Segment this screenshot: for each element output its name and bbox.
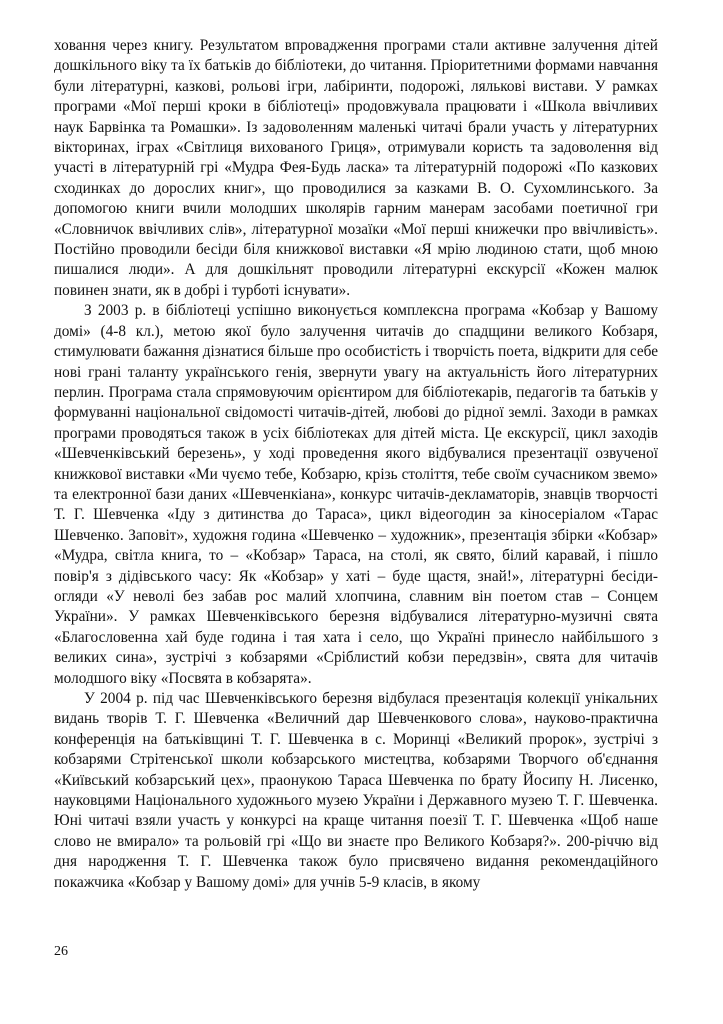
paragraph-kobzar-program-2003: З 2003 р. в бібліотеці успішно виконується комплексна програма «Кобзар у Вашому домі» (4-8 кл.), метою якої було залучення читачів до спадщини великого Кобзаря, стимулювати бажання дізнатися більше про особистість і творчість поета, відкрити для себе нові грані таланту українського генія, звернути увагу на актуальність його літературних перлин. Програма стала спрямовуючим орієнтиром для бібліотекарів, педагогів та батьків у формуванні національної свідомості читачів-дітей, любові до рідної землі. Заходи в рамках програми проводяться також в усіх бібліотеках для дітей міста. Це екскурсії, цикл заходів «Шевченківський березень», у ході проведення якого відбувалися презентації озвученої книжкової виставки «Ми чуємо тебе, Кобзарю, крізь століття, тебе своїм сучасником звемо» та електронної бази даних «Шевченкіана», конкурс читачів-декламаторів, знавців творчості Т. Г. Шевченка «Іду з дитинства до Тараса», цикл відеогодин за кіносеріалом «Тарас Шевченко. Заповіт», художня година «Шевченко – художник», презентація збірки «Кобзар» «Мудра, світла книга, то – «Кобзар» Тараса, на столі, як свято, білий каравай, і пішло повір'я з дідівського часу: Як «Кобзар» у хаті – буде щастя, знай!», літературні бесіди-огляди «У неволі без забав рос малий хлопчина, славним він поетом став – Сонцем України». У рамках Шевченківського березня відбувалися літературно-музичні свята «Благословенна хай буде година і тая хата і село, що Україні принесло найбільшого з великих сина», зустрічі з кобзарями «Сріблистий кобзи передзвін», свята для читачів молодшого віку «Посвята в кобзарята». xyxy=(54,302,658,687)
paragraph-continuation: ховання через книгу. Результатом впровадження програми стали активне залучення дітей дошкільного віку та їх батьків до бібліотеки, до читання. Пріоритетними формами навчання були літературні, казкові, рольові ігри, лабіринти, подорожі, лялькові вистави. У рамках програми «Мої перші кроки в бібліотеці» продовжувала працювати і «Школа ввічливих наук Барвінка та Ромашки». Із задоволенням маленькі читачі брали участь у літературних вікторинах, іграх «Світлиця вихованого Гриця», отримували користь та задоволення від участі в літературній грі «Мудра Фея-Будь ласка» та літературній подорожі «По казкових сходинках до дорослих книг», що проводилися за казками В. О. Сухомлинського. За допомогою книги вчили молодших школярів гарним манерам засобами поетичної гри «Словничок ввічливих слів», літературної мозаїки «Мої перші книжечки про ввічливість». Постійно проводили бесіди біля книжкової виставки «Я мрію людиною стати, щоб мною пишалися люди». А для дошкільнят проводили літературні екскурсії «Кожен малюк повинен знати, як в добрі і турботі існувати». xyxy=(54,37,658,299)
paragraph-shevchenko-march-2004: У 2004 р. під час Шевченківського березня відбулася презентація колекції унікальних видань творів Т. Г. Шевченка «Величний дар Шевченкового слова», науково-практична конференція на батьківщині Т. Г. Шевченка в с. Моринці «Великий пророк», зустрічі з кобзарями Стрітенської школи кобзарського мистецтва, кобзарями Творчого об'єднання «Київський кобзарський цех», праонукою Тараса Шевченка по брату Йосипу Н. Лисенко, науковцями Національного художнього музею України і Державного музею Т. Г. Шевченка. Юні читачі взяли участь у конкурсі на краще читання поезії Т. Г. Шевченка «Щоб наше слово не вмирало» та рольовій грі «Що ви знаєте про Великого Кобзаря?». 200-річчю від дня народження Т. Г. Шевченка також було присвячено видання рекомендаційного покажчика «Кобзар у Вашому домі» для учнів 5-9 класів, в якому xyxy=(54,690,658,891)
page-body xyxy=(54,36,658,893)
page-number: 26 xyxy=(54,944,68,959)
